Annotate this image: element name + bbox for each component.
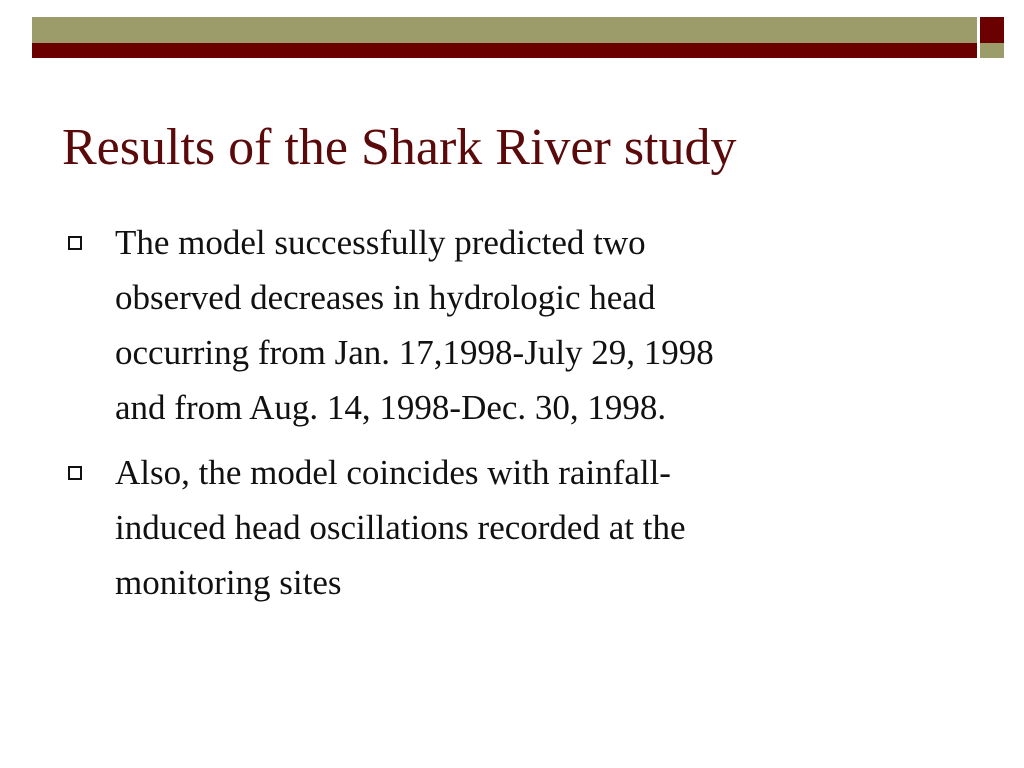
bullet-line: induced head oscillations recorded at the (115, 508, 686, 547)
bullet-line: Also, the model coincides with rainfall- (115, 453, 671, 492)
bullet-item (62, 445, 942, 610)
header-band-olive (32, 17, 977, 43)
hollow-square-bullet-icon (68, 236, 82, 250)
bullet-line: The model successfully predicted two (115, 223, 646, 262)
bullet-list (62, 215, 942, 620)
header-corner-block-olive (980, 43, 1004, 58)
header-corner-block-maroon (980, 17, 1004, 43)
bullet-line: occurring from Jan. 17,1998-July 29, 1998 (115, 333, 714, 372)
bullet-line: monitoring sites (115, 563, 342, 602)
bullet-line: observed decreases in hydrologic head (115, 278, 656, 317)
header-band-maroon (32, 43, 977, 58)
bullet-item (62, 215, 942, 435)
slide-title: Results of the Shark River study (62, 119, 737, 176)
bullet-line: and from Aug. 14, 1998-Dec. 30, 1998. (115, 388, 667, 427)
hollow-square-bullet-icon (68, 466, 82, 480)
